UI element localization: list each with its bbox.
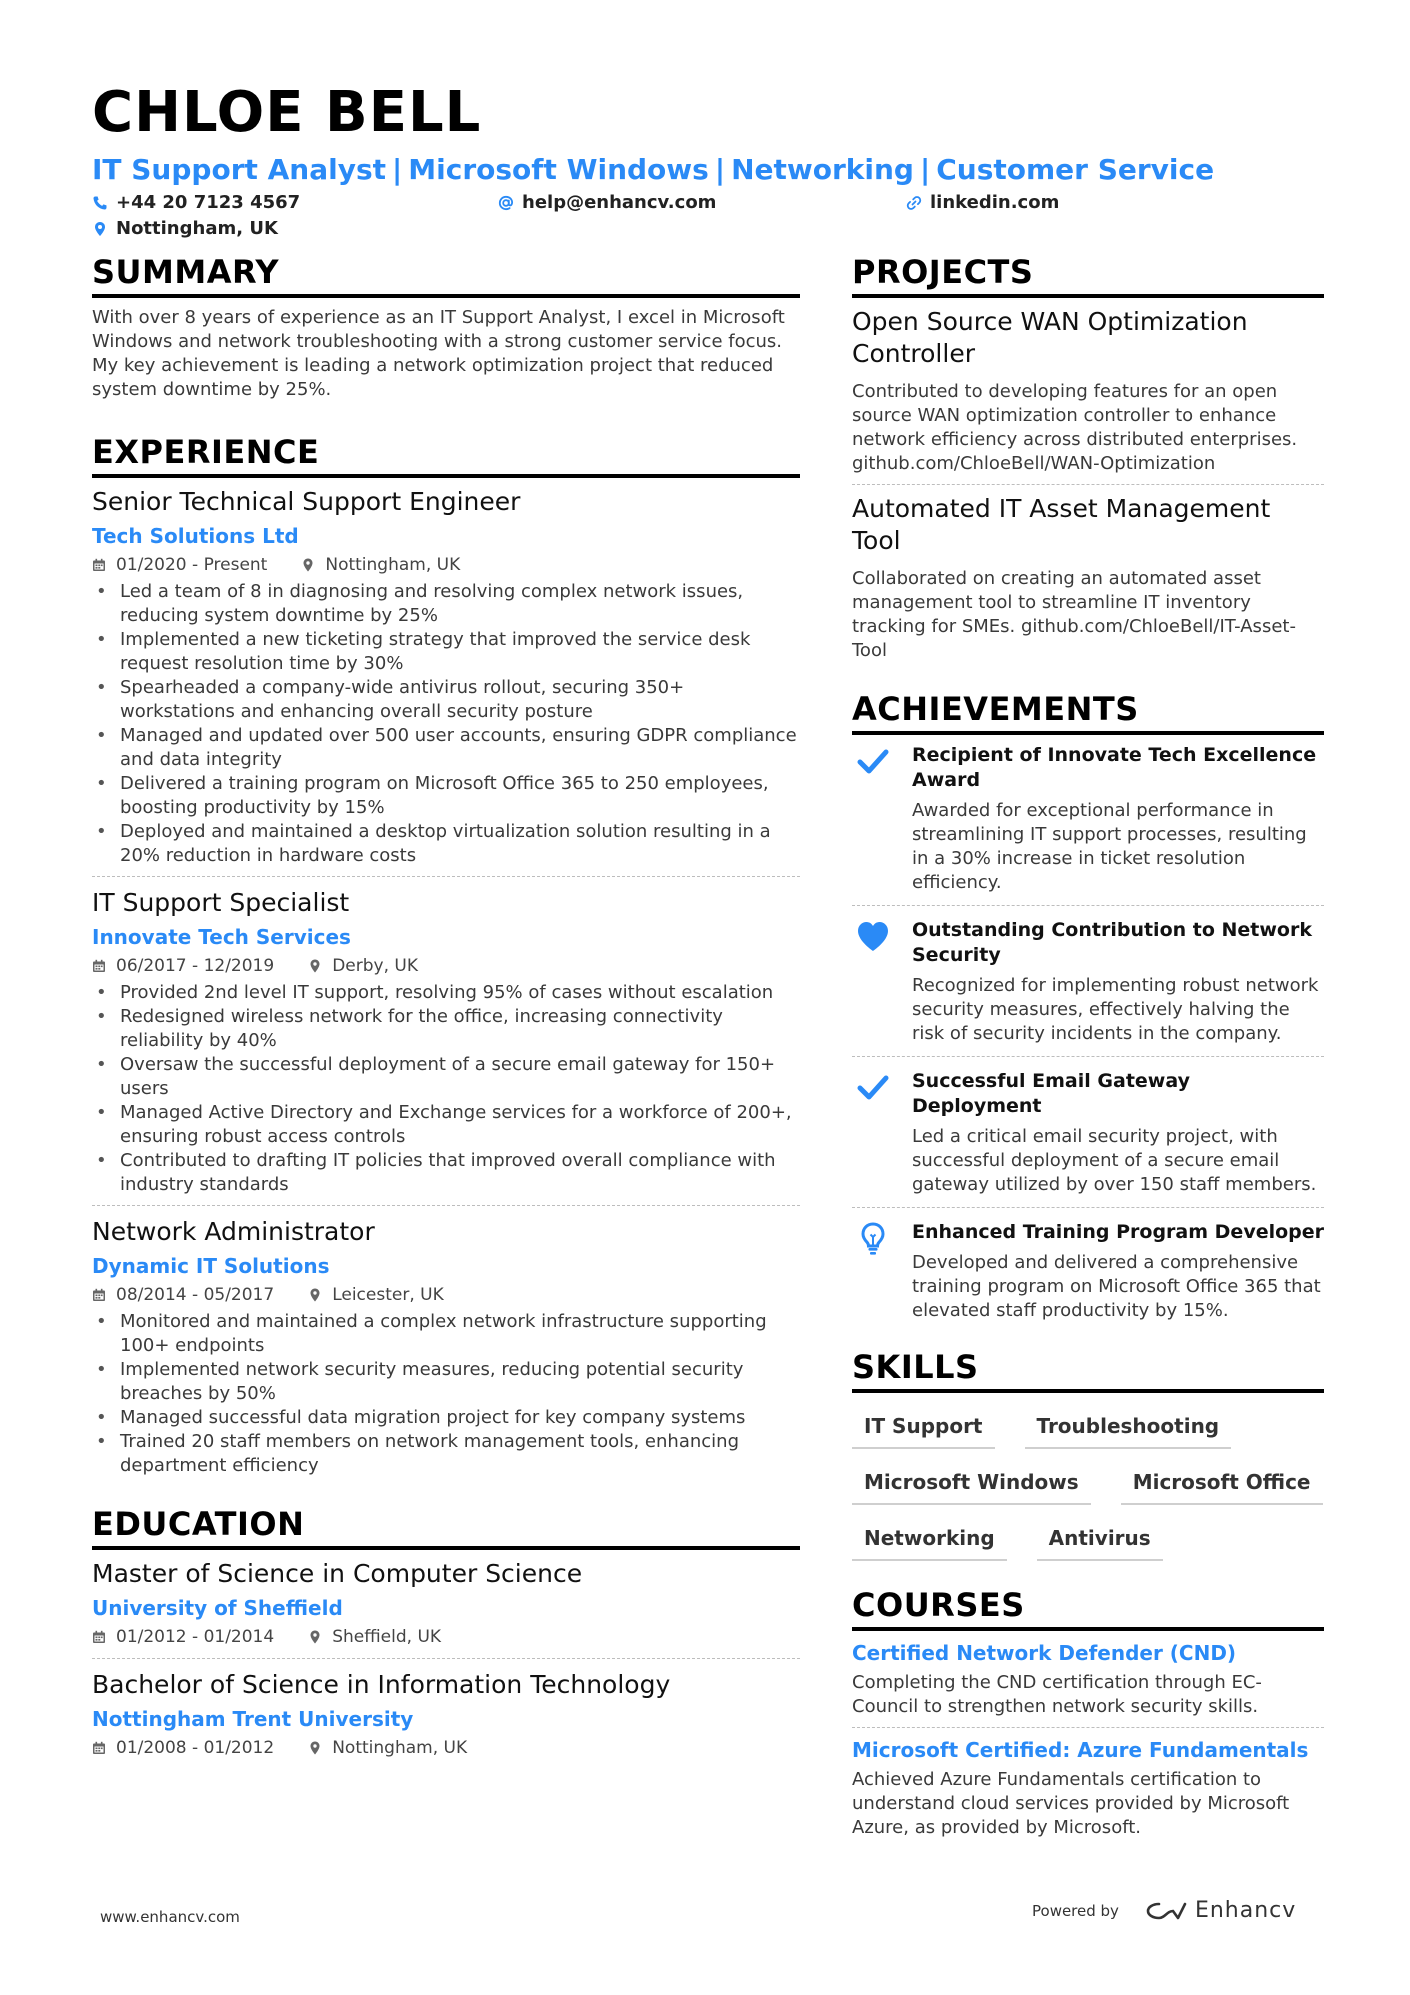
bullet-item: • Trained 20 staff members on network management tools, enhancing department efficiency (92, 1430, 800, 1478)
calendar-icon (92, 1630, 106, 1644)
skill-tag: Microsoft Office (1121, 1469, 1323, 1505)
course-title[interactable]: Certified Network Defender (CND) (852, 1641, 1237, 1665)
headline (92, 152, 1322, 188)
phone-contact[interactable] (92, 192, 300, 213)
left-column (92, 252, 800, 1769)
skills-section (852, 1347, 1324, 1575)
achievement-title: Outstanding Contribution to Network Security (912, 919, 1312, 966)
lightbulb-icon (856, 1222, 890, 1256)
enhancv-logo-icon (1145, 1900, 1187, 1922)
location-pin-icon (92, 221, 108, 237)
course-description: Achieved Azure Fundamentals certification to understand cloud services provided by Microsoft Azure, as provided by Microsoft. (852, 1769, 1290, 1838)
education-meta (92, 1735, 800, 1761)
check-icon (856, 1071, 890, 1105)
headline-separator: | (392, 153, 403, 186)
linkedin-url: linkedin.com (930, 192, 1060, 213)
course-title[interactable]: Microsoft Certified: Azure Fundamentals (852, 1738, 1309, 1762)
education-location-text: Nottingham, UK (332, 1738, 468, 1758)
headline-title: Customer Service (936, 153, 1215, 186)
education-entry (92, 1658, 800, 1769)
achievement-body (912, 743, 1324, 895)
project-description: Collaborated on creating an automated asset management tool to streamline IT inventory tracking for SMEs. github.com/ChloeBell/IT-Asset-Tool (852, 568, 1296, 661)
summary-heading: SUMMARY (92, 252, 800, 298)
location-pin-icon (308, 1741, 322, 1755)
skill-tag: IT Support (852, 1413, 995, 1449)
education-section (92, 1504, 800, 1769)
courses-heading: COURSES (852, 1585, 1324, 1631)
contact-info (92, 192, 1322, 246)
job-bullets (92, 1310, 800, 1478)
job-dates-text: 01/2020 - Present (116, 555, 268, 575)
bullet-item: • Provided 2nd level IT support, resolving 95% of cases without escalation (92, 981, 800, 1005)
job-location-text: Derby, UK (332, 956, 418, 976)
achievements-heading: ACHIEVEMENTS (852, 689, 1324, 735)
project-entry (852, 484, 1324, 671)
company-name[interactable]: Innovate Tech Services (92, 925, 351, 949)
check-icon (856, 745, 890, 779)
experience-entry (92, 486, 800, 876)
bullet-item: • Implemented network security measures, reducing potential security breaches by 50% (92, 1358, 800, 1406)
education-location (308, 1735, 467, 1761)
achievement-description: Awarded for exceptional performance in streamlining IT support processes, resulting in a 30% increase in ticket resolution efficiency. (912, 800, 1307, 893)
location-pin-icon (308, 959, 322, 973)
courses-section (852, 1585, 1324, 1848)
education-entry (92, 1558, 800, 1658)
location-pin-icon (301, 558, 315, 572)
email-address: help@enhancv.com (522, 192, 717, 213)
achievement-title: Enhanced Training Program Developer (912, 1221, 1325, 1243)
footer-branding (1032, 1898, 1296, 1923)
bullet-item: • Managed Active Directory and Exchange services for a workforce of 200+, ensuring robust access controls (92, 1101, 800, 1149)
email-contact[interactable] (498, 192, 716, 213)
achievement-entry (852, 1207, 1324, 1333)
brand-name: Enhancv (1194, 1898, 1297, 1923)
achievement-entry (852, 743, 1324, 905)
bullet-item: • Contributed to drafting IT policies that improved overall compliance with industry standards (92, 1149, 800, 1197)
heart-icon (856, 920, 890, 954)
footer-website[interactable]: www.enhancv.com (100, 1908, 240, 1926)
headline-separator: | (919, 153, 931, 186)
course-description: Completing the CND certification through EC-Council to strengthen network security skills. (852, 1672, 1262, 1717)
job-location (301, 552, 460, 578)
headline-separator: | (714, 153, 726, 186)
bullet-item: • Oversaw the successful deployment of a secure email gateway for 150+ users (92, 1053, 800, 1101)
location-text: Nottingham, UK (116, 218, 278, 239)
skill-tag: Troubleshooting (1025, 1413, 1232, 1449)
job-dates-text: 06/2017 - 12/2019 (116, 956, 275, 976)
resume-header (92, 80, 1322, 246)
location-pin-icon (308, 1630, 322, 1644)
experience-heading: EXPERIENCE (92, 432, 800, 478)
experience-section (92, 432, 800, 1486)
achievement-icon-wrap (852, 918, 894, 1046)
job-title: Senior Technical Support Engineer (92, 487, 521, 516)
degree-title: Bachelor of Science in Information Technology (92, 1670, 671, 1699)
bullet-item: • Redesigned wireless network for the office, increasing connectivity reliability by 40% (92, 1005, 800, 1053)
company-name[interactable]: Tech Solutions Ltd (92, 524, 299, 548)
candidate-name: CHLOE BELL (92, 80, 482, 145)
job-location (308, 953, 418, 979)
education-location (308, 1624, 441, 1650)
achievement-body (912, 1069, 1324, 1197)
phone-icon (92, 195, 108, 211)
projects-heading: PROJECTS (852, 252, 1324, 298)
job-bullets (92, 580, 800, 868)
job-dates (92, 552, 267, 578)
calendar-icon (92, 1288, 106, 1302)
job-location (308, 1282, 444, 1308)
skills-heading: SKILLS (852, 1347, 1324, 1393)
job-dates-text: 08/2014 - 05/2017 (116, 1285, 275, 1305)
bullet-item: • Led a team of 8 in diagnosing and resolving complex network issues, reducing system downtime by 25% (92, 580, 800, 628)
achievement-icon-wrap (852, 1220, 894, 1323)
summary-section (92, 252, 800, 402)
achievement-description: Led a critical email security project, with successful deployment of a secure email gateway utilized by over 150 staff members. (912, 1126, 1317, 1195)
degree-title: Master of Science in Computer Science (92, 1559, 583, 1588)
achievement-title: Recipient of Innovate Tech Excellence Award (912, 744, 1317, 791)
headline-title: IT Support Analyst (92, 153, 387, 186)
education-location-text: Sheffield, UK (332, 1627, 442, 1647)
course-entry (852, 1727, 1324, 1848)
experience-entry (92, 1205, 800, 1486)
bullet-item: • Spearheaded a company-wide antivirus rollout, securing 350+ workstations and enhancing overall security posture (92, 676, 800, 724)
job-title: IT Support Specialist (92, 888, 350, 917)
calendar-icon (92, 558, 106, 572)
location-contact (92, 218, 278, 239)
headline-title: Microsoft Windows (408, 153, 709, 186)
achievement-entry (852, 1056, 1324, 1207)
achievements-section (852, 689, 1324, 1333)
at-icon (498, 195, 514, 211)
achievement-body (912, 1220, 1324, 1323)
achievement-description: Developed and delivered a comprehensive training program on Microsoft Office 365 that elevated staff productivity by 15%. (912, 1252, 1321, 1321)
job-title: Network Administrator (92, 1217, 375, 1246)
bullet-item: • Managed and updated over 500 user accounts, ensuring GDPR compliance and data integrity (92, 724, 800, 772)
project-title: Open Source WAN Optimization Controller (852, 307, 1248, 368)
education-dates (92, 1735, 274, 1761)
achievement-description: Recognized for implementing robust network security measures, effectively halving the risk of security incidents in the company. (912, 975, 1319, 1044)
job-meta (92, 953, 800, 979)
achievement-icon-wrap (852, 1069, 894, 1197)
achievement-icon-wrap (852, 743, 894, 895)
experience-entry (92, 876, 800, 1205)
summary-text: With over 8 years of experience as an IT Support Analyst, I excel in Microsoft Windows and network troubleshooting with a strong customer service focus. My key achievement is leading a network optimization project that reduced system downtime by 25%. (92, 307, 785, 400)
education-dates (92, 1624, 274, 1650)
company-name[interactable]: Dynamic IT Solutions (92, 1254, 330, 1278)
skill-tag: Microsoft Windows (852, 1469, 1091, 1505)
calendar-icon (92, 1741, 106, 1755)
project-entry (852, 306, 1324, 484)
education-meta (92, 1624, 800, 1650)
phone-number: +44 20 7123 4567 (116, 192, 301, 213)
linkedin-contact[interactable] (906, 192, 1059, 213)
bullet-item: • Deployed and maintained a desktop virtualization solution resulting in a 20% reduction in hardware costs (92, 820, 800, 868)
education-dates-text: 01/2012 - 01/2014 (116, 1627, 275, 1647)
school-name[interactable]: University of Sheffield (92, 1596, 343, 1620)
bullet-item: • Monitored and maintained a complex network infrastructure supporting 100+ endpoints (92, 1310, 800, 1358)
education-dates-text: 01/2008 - 01/2012 (116, 1738, 275, 1758)
skills-list (852, 1401, 1324, 1575)
education-heading: EDUCATION (92, 1504, 800, 1550)
job-bullets (92, 981, 800, 1197)
course-entry (852, 1639, 1324, 1727)
brand-logo[interactable] (1145, 1898, 1296, 1923)
job-location-text: Nottingham, UK (325, 555, 461, 575)
job-dates (92, 1282, 274, 1308)
job-meta (92, 1282, 800, 1308)
bullet-item: • Managed successful data migration project for key company systems (92, 1406, 800, 1430)
right-column (852, 252, 1324, 1848)
powered-by-label: Powered by (1032, 1901, 1119, 1920)
achievement-body (912, 918, 1324, 1046)
achievement-title: Successful Email Gateway Deployment (912, 1070, 1190, 1117)
job-dates (92, 953, 274, 979)
projects-section (852, 252, 1324, 671)
link-icon (906, 195, 922, 211)
job-location-text: Leicester, UK (332, 1285, 444, 1305)
bullet-item: • Implemented a new ticketing strategy that improved the service desk request resolution time by 30% (92, 628, 800, 676)
skill-tag: Antivirus (1037, 1525, 1163, 1561)
skill-tag: Networking (852, 1525, 1007, 1561)
school-name[interactable]: Nottingham Trent University (92, 1707, 414, 1731)
job-meta (92, 552, 800, 578)
bullet-item: • Delivered a training program on Microsoft Office 365 to 250 employees, boosting productivity by 15% (92, 772, 800, 820)
headline-title: Networking (731, 153, 914, 186)
achievement-entry (852, 905, 1324, 1056)
location-pin-icon (308, 1288, 322, 1302)
calendar-icon (92, 959, 106, 973)
project-title: Automated IT Asset Management Tool (852, 494, 1271, 555)
project-description: Contributed to developing features for an open source WAN optimization controller to enhance network efficiency across distributed enterprises. github.com/ChloeBell/WAN-Optimization (852, 381, 1298, 474)
